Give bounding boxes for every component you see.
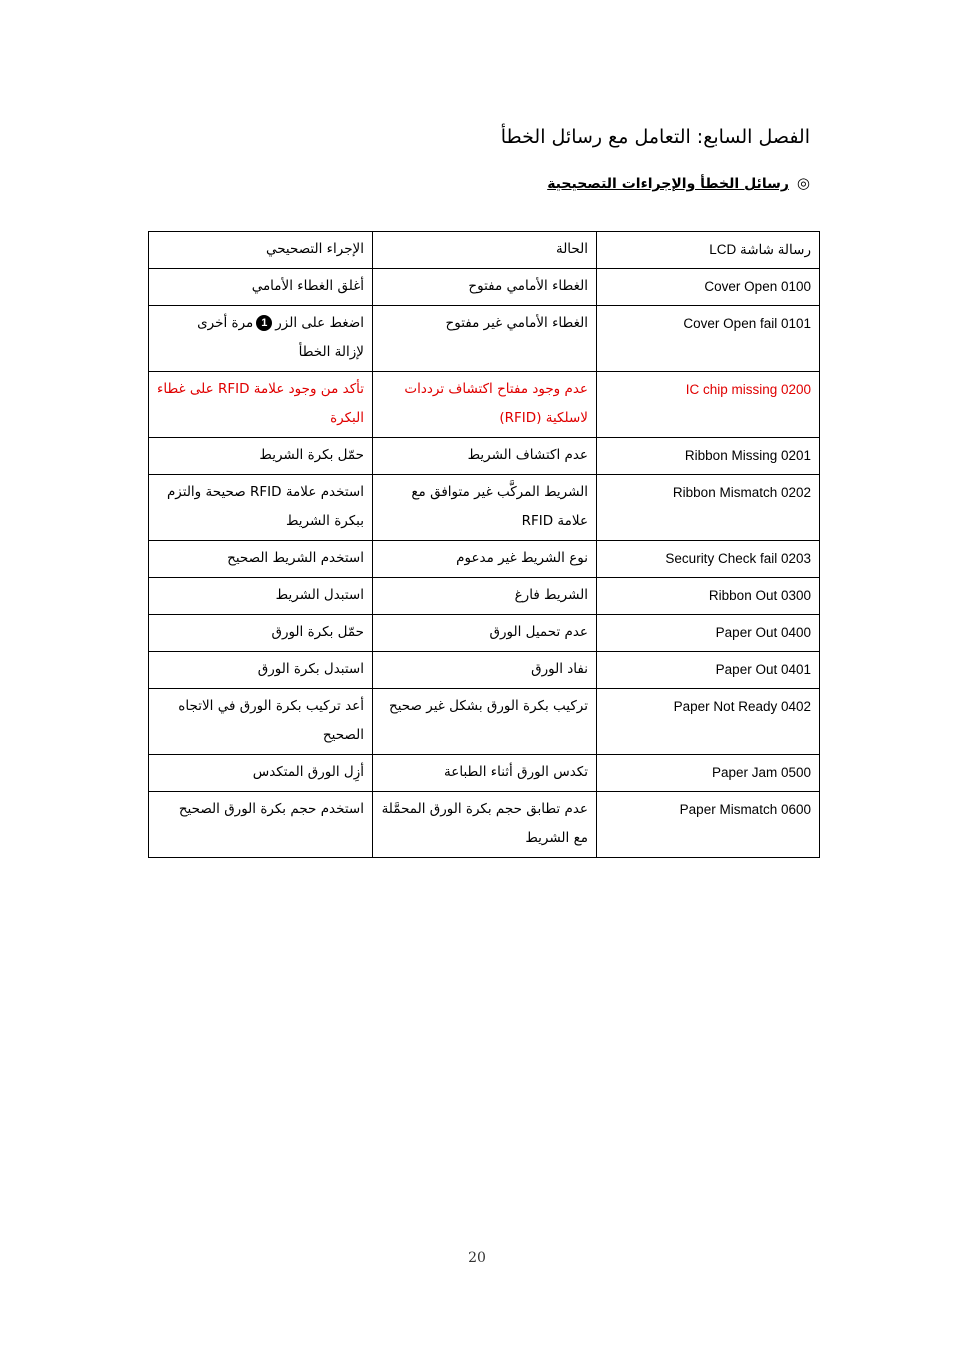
- lcd-message-cell: Paper Out 0400: [597, 615, 820, 652]
- state-cell: عدم وجود مفتاح اكتشاف ترددات لاسلكية (RFID): [373, 372, 597, 438]
- action-cell: استخدم الشريط الصحيح: [149, 541, 373, 578]
- button-1-icon: 1: [256, 315, 272, 331]
- lcd-message-cell: Ribbon Mismatch 0202: [597, 475, 820, 541]
- state-cell: الغطاء الأمامي مفتوح: [373, 269, 597, 306]
- state-cell: تركيب بكرة الورق بشكل غير صحيح: [373, 689, 597, 755]
- lcd-message-cell: Paper Out 0401: [597, 652, 820, 689]
- lcd-message-cell: IC chip missing 0200: [597, 372, 820, 438]
- header-state: الحالة: [373, 232, 597, 269]
- lcd-message-cell: Ribbon Out 0300: [597, 578, 820, 615]
- action-cell: حمّل بكرة الورق: [149, 615, 373, 652]
- state-cell: الشريط فارغ: [373, 578, 597, 615]
- action-text: لإزالة الخطأ: [298, 344, 364, 360]
- lcd-message-cell: Cover Open 0100: [597, 269, 820, 306]
- table-row: [149, 652, 820, 689]
- table-row: [149, 615, 820, 652]
- table-row: [149, 755, 820, 792]
- action-cell: أغلق الغطاء الأمامي: [149, 269, 373, 306]
- double-circle-icon: ◎: [796, 174, 810, 192]
- table-row: [149, 578, 820, 615]
- header-lcd-message: رسالة شاشة LCD: [597, 232, 820, 269]
- error-messages-table: [148, 231, 820, 858]
- lcd-message-cell: Ribbon Missing 0201: [597, 438, 820, 475]
- state-cell: نوع الشريط غير مدعوم: [373, 541, 597, 578]
- action-cell: استخدم حجم بكرة الورق الصحيح: [149, 792, 373, 858]
- state-cell: الشريط المركَّب غير متوافق مع علامة RFID: [373, 475, 597, 541]
- action-text: مرة أخرى: [197, 315, 254, 331]
- action-cell: تأكد من وجود علامة RFID على غطاء البكرة: [149, 372, 373, 438]
- lcd-message-cell: Security Check fail 0203: [597, 541, 820, 578]
- action-cell: استبدل الشريط: [149, 578, 373, 615]
- table-row: [149, 269, 820, 306]
- table-row: [149, 541, 820, 578]
- table-row: [149, 792, 820, 858]
- action-cell: حمّل بكرة الشريط: [149, 438, 373, 475]
- state-cell: عدم تطابق حجم بكرة الورق المحمَّلة مع الشريط: [373, 792, 597, 858]
- state-cell: تكدس الورق أثناء الطباعة: [373, 755, 597, 792]
- table-row-highlighted: [149, 372, 820, 438]
- action-cell: استخدم علامة RFID صحيحة والتزم ببكرة الشريط: [149, 475, 373, 541]
- action-cell: [149, 306, 373, 372]
- table-row: [149, 689, 820, 755]
- state-cell: عدم تحميل الورق: [373, 615, 597, 652]
- state-cell: عدم اكتشاف الشريط: [373, 438, 597, 475]
- table-header-row: [149, 232, 820, 269]
- page-number: 20: [468, 1250, 486, 1266]
- lcd-message-cell: Paper Not Ready 0402: [597, 689, 820, 755]
- state-cell: الغطاء الأمامي غير مفتوح: [373, 306, 597, 372]
- section-heading: [547, 174, 810, 192]
- lcd-message-cell: Paper Mismatch 0600: [597, 792, 820, 858]
- action-text: اضغط على الزر: [275, 315, 364, 331]
- chapter-title: الفصل السابع: التعامل مع رسائل الخطأ: [500, 126, 810, 148]
- table-row: [149, 438, 820, 475]
- state-cell: نفاد الورق: [373, 652, 597, 689]
- table-row: [149, 306, 820, 372]
- action-cell: استبدل بكرة الورق: [149, 652, 373, 689]
- header-corrective-action: الإجراء التصحيحي: [149, 232, 373, 269]
- action-cell: أعد تركيب بكرة الورق في الاتجاه الصحيح: [149, 689, 373, 755]
- section-title: رسائل الخطأ والإجراءات التصحيحية: [547, 176, 789, 192]
- action-cell: أزِل الورق المتكدس: [149, 755, 373, 792]
- table-row: [149, 475, 820, 541]
- lcd-message-cell: Paper Jam 0500: [597, 755, 820, 792]
- lcd-message-cell: Cover Open fail 0101: [597, 306, 820, 372]
